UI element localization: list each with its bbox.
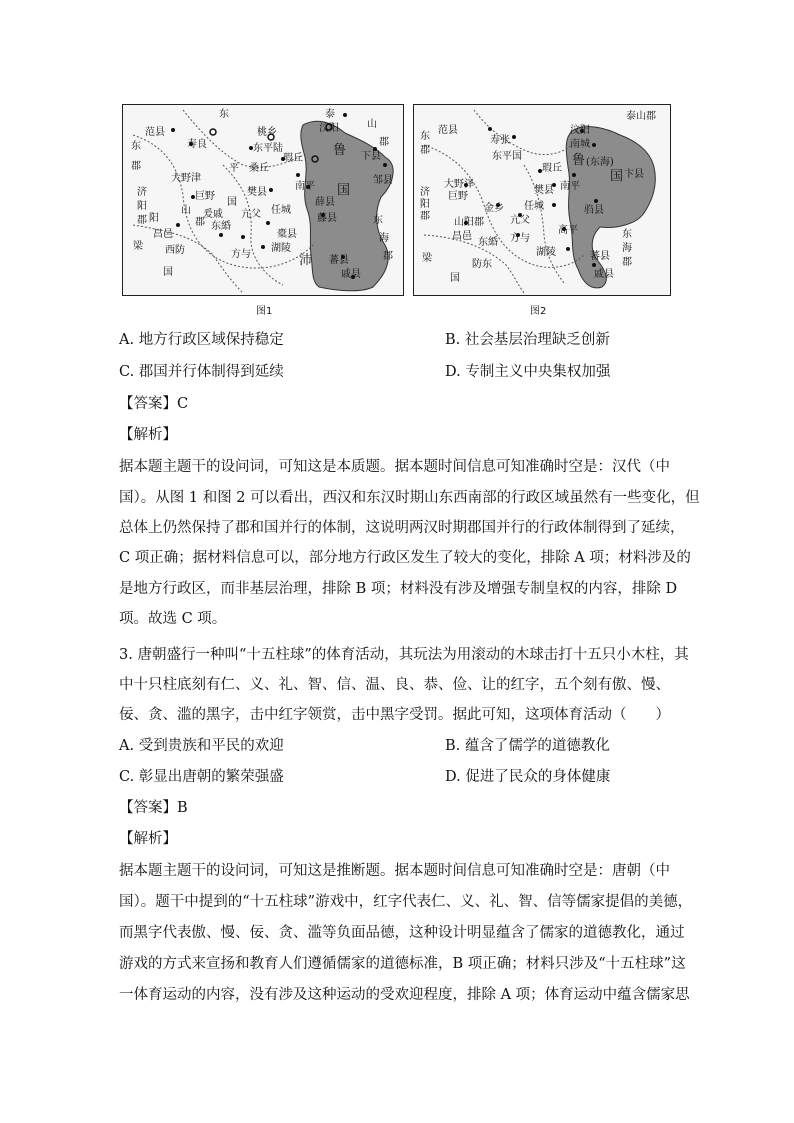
map1-label: 瑕丘	[283, 153, 303, 164]
map2-label: 南城	[570, 139, 590, 150]
map1-label: 平	[229, 163, 239, 174]
map2-label: 卞县	[624, 169, 644, 180]
q3-option-d: D. 促进了民众的身体健康	[445, 769, 611, 785]
map1-label: 郡	[383, 251, 393, 262]
map2-label: 高平	[558, 225, 578, 236]
map1-label: 桑丘	[249, 163, 269, 174]
map2-label: 亢父	[510, 215, 530, 226]
map1-label: 昌邑	[153, 229, 173, 240]
map2-label: 范县	[438, 125, 458, 136]
map2-label: 南平	[560, 181, 580, 192]
q3-analysis-line: 游戏的方式来宣扬和教育人们遵循儒家的道德标准，B 项正确；材料只涉及“十五柱球”这	[119, 956, 686, 972]
q3-analysis-line: 据本题主题干的设问词，可知这是推断题。据本题时间信息可知准确时空是：唐朝（中	[119, 863, 670, 879]
map2-label: 东平国	[492, 151, 522, 162]
map1-label: 东	[219, 109, 229, 120]
map2-label: 国	[450, 273, 460, 284]
map2-label: 湖陵	[536, 247, 556, 258]
map-figure-1	[122, 104, 404, 296]
map1-label: 东平陆	[253, 143, 283, 154]
map2-label: (东海)	[586, 157, 614, 168]
map1-label: 山	[181, 205, 191, 216]
q2-analysis-heading: 【解析】	[119, 427, 177, 443]
map1-label: 藤县	[317, 213, 337, 224]
q3-analysis-line: 而黑字代表傲、慢、佞、贪、滥等负面品德，这种设计明显蕴含了儒家的道德教化，通过	[119, 925, 685, 941]
map2-label: 蕃县	[590, 251, 610, 262]
q3-option-a: A. 受到贵族和平民的欢迎	[119, 738, 284, 754]
map1-label: 橐县	[277, 229, 297, 240]
map2-label: 东	[420, 131, 430, 142]
map1-label: 蕃县	[329, 255, 349, 266]
map1-label: 西防	[165, 245, 185, 256]
map1-label: 湖陵	[271, 243, 291, 254]
map2-label: 郡	[420, 145, 430, 156]
q3-option-c: C. 彰显出唐朝的繁荣强盛	[119, 769, 284, 785]
map1-label: 爰戚	[203, 209, 223, 220]
map2-label: 任城	[524, 201, 544, 212]
map1-label: 东	[131, 141, 141, 152]
map1-label: 南平	[295, 181, 315, 192]
map1-label: 方与	[231, 249, 251, 260]
map2-label: 方与	[510, 233, 530, 244]
q2-analysis-line: 据本题主题干的设问词，可知这是本质题。据本题时间信息可知准确时空是：汉代（中	[119, 459, 670, 475]
map1-label: 郡	[379, 137, 389, 148]
map1-label: 阳	[149, 213, 159, 224]
q3-stem-line: 佞、贪、滥的黑字，击中红字领赏，击中黑字受罚。据此可知，这项体育活动（ ）	[119, 707, 670, 723]
map2-label: 樊县	[534, 185, 554, 196]
map2-label: 郡	[622, 257, 632, 268]
map2-label: 驺县	[584, 205, 604, 216]
map1-label: 沛	[299, 253, 313, 268]
map2-label: 国	[610, 169, 624, 184]
map1-label: 国	[163, 267, 173, 278]
map1-label: 鲁	[333, 143, 347, 158]
q2-option-c: C. 郡国并行体制得到延续	[119, 364, 284, 380]
map2-label: 大野泽	[444, 179, 474, 190]
map1-label: 国	[337, 183, 351, 198]
map1-label: 东緍	[211, 221, 231, 232]
map2-label: 山阳郡	[454, 217, 484, 228]
q2-analysis-line: 总体上仍然保持了郡和国并行的体制，这说明两汉时期郡国并行的行政体制得到了延续，	[119, 520, 685, 536]
q3-analysis-heading: 【解析】	[119, 831, 177, 847]
map2-label: 济	[420, 187, 430, 198]
q3-analysis-line: 一体育运动的内容，没有涉及这种运动的受欢迎程度，排除 A 项；体育运动中蕴含儒家思	[119, 987, 690, 1003]
map2-label: 昌邑	[452, 231, 472, 242]
map1-label: 邹县	[373, 175, 393, 186]
map1-label: 寿良	[187, 139, 207, 150]
map2-label: 戚县	[594, 269, 614, 280]
map1-label: 桃乡	[257, 127, 277, 138]
q2-option-a: A. 地方行政区域保持稳定	[119, 332, 284, 348]
map1-label: 汶阳	[319, 123, 339, 134]
map2-label: 巨野	[448, 191, 468, 202]
map1-label: 东	[373, 215, 383, 226]
q3-stem-line: 3. 唐朝盛行一种叫“十五柱球”的体育活动，其玩法为用滚动的木球击打十五只小木柱，其	[119, 647, 689, 663]
q3-option-b: B. 蕴含了儒学的道德教化	[445, 738, 610, 754]
map1-label: 大野津	[171, 173, 201, 184]
q2-option-d: D. 专制主义中央集权加强	[445, 364, 611, 380]
map1-label: 海	[379, 233, 389, 244]
map2-label: 东	[622, 229, 632, 240]
map1-label: 亢父	[241, 209, 261, 220]
map1-label: 任城	[271, 205, 291, 216]
map1-label: 樊县	[247, 187, 267, 198]
q2-answer: 【答案】C	[119, 396, 189, 412]
map1-label: 梁	[133, 241, 143, 252]
map1-label: 郡	[195, 217, 205, 228]
map2-label: 防东	[472, 259, 492, 270]
map2-label: 金乡	[484, 203, 504, 214]
map2-label: 鲁	[572, 153, 586, 168]
q3-analysis-line: 国）。题干中提到的“十五柱球”游戏中，红字代表仁、义、礼、智、信等儒家提倡的美德，	[119, 894, 693, 910]
map1-label: 国	[227, 197, 237, 208]
map1-label: 范县	[145, 127, 165, 138]
q3-stem-line: 中十只柱底刻有仁、义、礼、智、信、温、良、恭、俭、让的红字，五个刻有傲、慢、	[119, 677, 670, 693]
map1-label: 郡	[137, 215, 147, 226]
map1-label: 下县	[361, 151, 381, 162]
map2-label: 汶阳	[570, 125, 590, 136]
q3-answer: 【答案】B	[119, 800, 188, 816]
map2-label: 东緍	[478, 237, 498, 248]
map-figure-2	[413, 104, 671, 296]
map1-label: 巨野	[195, 191, 215, 202]
map1-label: 戚县	[341, 269, 361, 280]
map2-label: 阳	[420, 199, 430, 210]
q2-analysis-line: C 项正确；据材料信息可以，部分地方行政区发生了较大的变化，排除 A 项；材料涉及的	[119, 550, 691, 566]
figure-2-caption: 图2	[530, 306, 547, 317]
map1-label: 薛县	[315, 197, 335, 208]
q2-option-b: B. 社会基层治理缺乏创新	[445, 332, 610, 348]
q2-analysis-line: 国）。从图 1 和图 2 可以看出，西汉和东汉时期山东西南部的行政区域虽然有一些变化，但	[119, 490, 700, 506]
q2-analysis-line: 是地方行政区，而非基层治理，排除 B 项；材料没有涉及增强专制皇权的内容，排除 D	[119, 581, 678, 597]
map1-label: 泰	[325, 109, 335, 120]
map2-label: 梁	[422, 253, 432, 264]
map1-label: 山	[367, 119, 377, 130]
q2-analysis-line: 项。故选 C 项。	[119, 611, 227, 627]
map2-label: 泰山郡	[626, 111, 656, 122]
map1-label: 阳	[137, 201, 147, 212]
map2-label: 寿张	[490, 135, 510, 146]
map2-label: 瑕丘	[542, 163, 562, 174]
map1-label: 济	[137, 187, 147, 198]
map1-label: 郡	[131, 161, 141, 172]
figure-1-caption: 图1	[256, 306, 273, 317]
map2-label: 海	[622, 243, 632, 254]
map2-label: 郡	[420, 211, 430, 222]
